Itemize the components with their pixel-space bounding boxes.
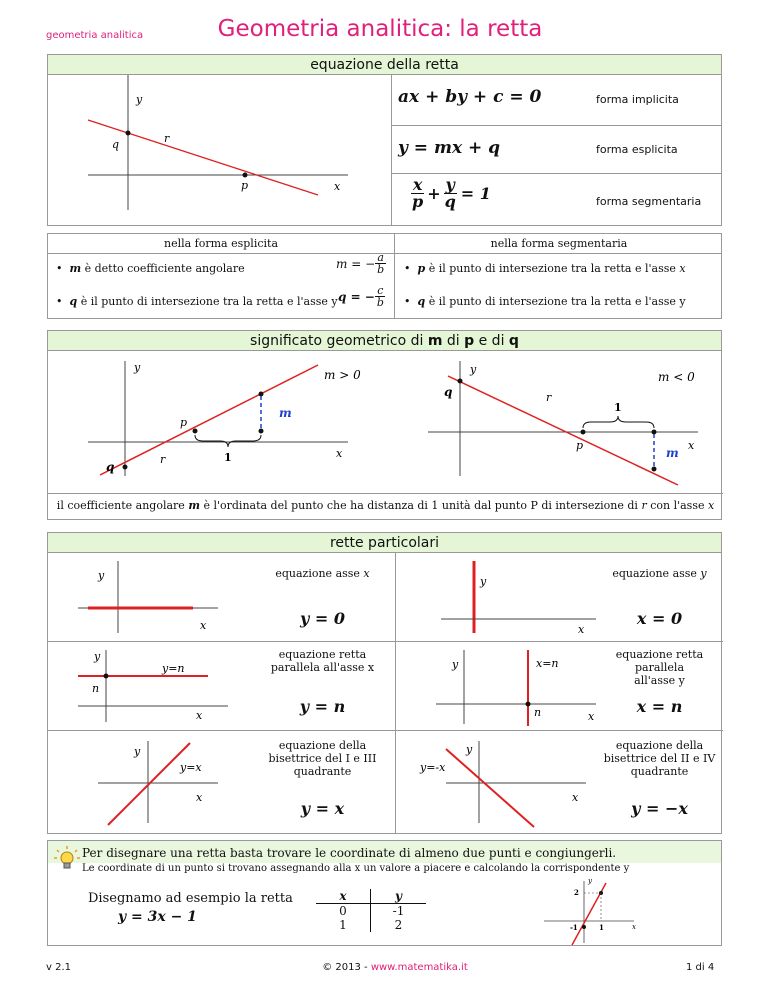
footer-page: 1 di 4 (686, 962, 715, 973)
table-cell: 1 (316, 918, 371, 932)
svg-text:y: y (452, 658, 459, 671)
graph-m-negative (388, 351, 722, 491)
section-divider (391, 75, 392, 226)
table-header-y: y (395, 889, 402, 903)
table-cell: 2 (394, 918, 403, 932)
right-col-title: nella forma segmentaria (490, 237, 628, 250)
form-row-divider-2 (392, 173, 722, 174)
caption-x-n: equazione retta parallela all'asse y (615, 648, 704, 687)
bullet-m: • m è detto coefficiente angolare (56, 262, 245, 275)
section-forme (47, 233, 722, 319)
eq-y-x: y = x (300, 799, 345, 818)
header-tag: geometria analitica (46, 30, 144, 41)
axis-x-label: x (334, 180, 341, 193)
frac-num-x: x (412, 175, 423, 194)
tip-section (47, 840, 722, 946)
example-graph (534, 877, 644, 945)
p-label: p (180, 416, 188, 429)
plus-sign: + (427, 184, 441, 203)
bullet-q-seg: • q è il punto di intersezione tra la retta e l'asse y (404, 295, 686, 308)
r-label: r (164, 132, 170, 145)
svg-text:n: n (92, 682, 100, 695)
svg-text:y: y (466, 743, 473, 756)
caption-y-minus-x: equazione della bisettrice del II e IV quadrante (603, 739, 716, 778)
graph-x-n (396, 642, 596, 730)
eq-y-0: y = 0 (300, 609, 345, 628)
name-segmentaria: forma segmentaria (596, 195, 702, 208)
svg-text:y=n: y=n (162, 662, 185, 675)
one-label: 1 (224, 451, 232, 464)
line-graph (48, 75, 391, 226)
frac-den-p: p (412, 192, 424, 211)
svg-text:y=-x: y=-x (420, 761, 446, 774)
cond-label: m > 0 (324, 368, 361, 382)
table-header-x: x (316, 889, 371, 903)
svg-text:y: y (98, 569, 105, 582)
svg-text:1: 1 (599, 923, 604, 932)
example-eq: y = 3x − 1 (118, 909, 197, 925)
r-label: r (160, 453, 166, 466)
y-label: y (134, 361, 141, 374)
bullet-q: • q è il punto di intersezione tra la retta e l'asse y (56, 295, 338, 308)
y-label: y (470, 363, 477, 376)
svg-text:x: x (588, 710, 595, 723)
left-col-title: nella forma esplicita (163, 237, 278, 250)
q-label: q (106, 460, 115, 474)
formula-m: m = − $\frac{a}{b}$ (336, 251, 385, 276)
name-implicita: forma implicita (596, 93, 679, 106)
frac-den-q: q (444, 192, 456, 211)
section-title: equazione della retta (48, 55, 721, 75)
caption-y-x: equazione della bisettrice del I e III quadrante (268, 739, 377, 778)
svg-text:x=n: x=n (536, 657, 559, 670)
equals-one: = 1 (460, 184, 491, 203)
cond-label: m < 0 (658, 370, 695, 384)
formula-q: q = − $\frac{c}{b}$ (338, 284, 384, 309)
graph-asse-y (396, 553, 596, 641)
m-label: m (666, 446, 679, 460)
graph-y-minus-x (396, 731, 596, 833)
eq-y-minus-x: y = −x (631, 799, 688, 818)
particolari-title: rette particolari (48, 533, 721, 553)
svg-text:y: y (588, 877, 592, 885)
eq-y-n: y = n (299, 697, 346, 716)
svg-text:x: x (200, 619, 207, 632)
significato-note-divider (48, 493, 723, 494)
eq-segmentaria (410, 177, 491, 210)
tip-line-2: Le coordinate di un punto si trovano assegnando alla x un valore a piacere e calcolando la corrispondente y (82, 863, 630, 874)
svg-text:n: n (534, 706, 542, 719)
axis-y-label: y (136, 93, 143, 106)
caption-asse-y: equazione asse y (612, 567, 707, 580)
graph-y-n (48, 642, 248, 730)
caption-asse-x: equazione asse x (275, 567, 370, 580)
svg-text:x: x (196, 791, 203, 804)
form-row-divider-1 (392, 125, 722, 126)
frac-num-y: y (445, 175, 455, 194)
eq-implicita: ax + by + c = 0 (398, 87, 542, 107)
eq-x-n: x = n (636, 697, 683, 716)
example-label: Disegnamo ad esempio la retta (88, 891, 293, 906)
caption-y-n: equazione retta parallela all'asse x (270, 648, 375, 674)
one-label: 1 (614, 401, 622, 414)
p-label: p (241, 179, 249, 192)
footer-version: v 2.1 (46, 962, 71, 973)
graph-asse-x (48, 553, 248, 641)
lightbulb-icon (54, 845, 80, 871)
m-label: m (279, 406, 292, 420)
values-table (316, 889, 426, 932)
svg-text:y: y (134, 745, 141, 758)
table-cell: 0 (316, 904, 371, 918)
section-equazione-retta (47, 54, 722, 226)
svg-text:2: 2 (574, 888, 579, 897)
table-cell: -1 (392, 904, 405, 918)
section-rette-particolari (47, 532, 722, 834)
svg-text:x: x (572, 791, 579, 804)
site-link[interactable]: www.matematika.it (370, 962, 468, 973)
graph-m-positive (48, 351, 388, 491)
x-label: x (336, 447, 343, 460)
svg-text:x: x (578, 623, 585, 636)
svg-text:y: y (94, 650, 101, 663)
r-label: r (546, 391, 552, 404)
svg-text:x: x (196, 709, 203, 722)
name-esplicita: forma esplicita (596, 143, 678, 156)
graph-y-x (48, 731, 248, 833)
svg-text:-1: -1 (570, 923, 578, 932)
eq-esplicita: y = mx + q (398, 138, 501, 158)
significato-note: il coefficiente angolare m è l'ordinata del punto che ha distanza di 1 unità dal punto P di intersezione di r con l'asse x (56, 499, 715, 512)
q-label: q (444, 385, 453, 399)
section-significato (47, 330, 722, 520)
bullet-p-seg: • p è il punto di intersezione tra la retta e l'asse x (404, 262, 686, 275)
eq-x-0: x = 0 (636, 609, 683, 628)
x-label: x (688, 439, 695, 452)
footer-copyright: © 2013 - www.matematika.it (322, 962, 468, 973)
p-label: p (576, 439, 584, 452)
svg-text:y=x: y=x (180, 761, 202, 774)
significato-title: significato geometrico di m di p e di q (48, 331, 721, 351)
page-title: Geometria analitica: la retta (217, 16, 543, 42)
tip-line-1: Per disegnare una retta basta trovare le coordinate di almeno due punti e congiungerli. (82, 846, 617, 860)
q-label: q (112, 138, 120, 151)
svg-text:x: x (632, 923, 636, 931)
svg-text:y: y (480, 575, 487, 588)
